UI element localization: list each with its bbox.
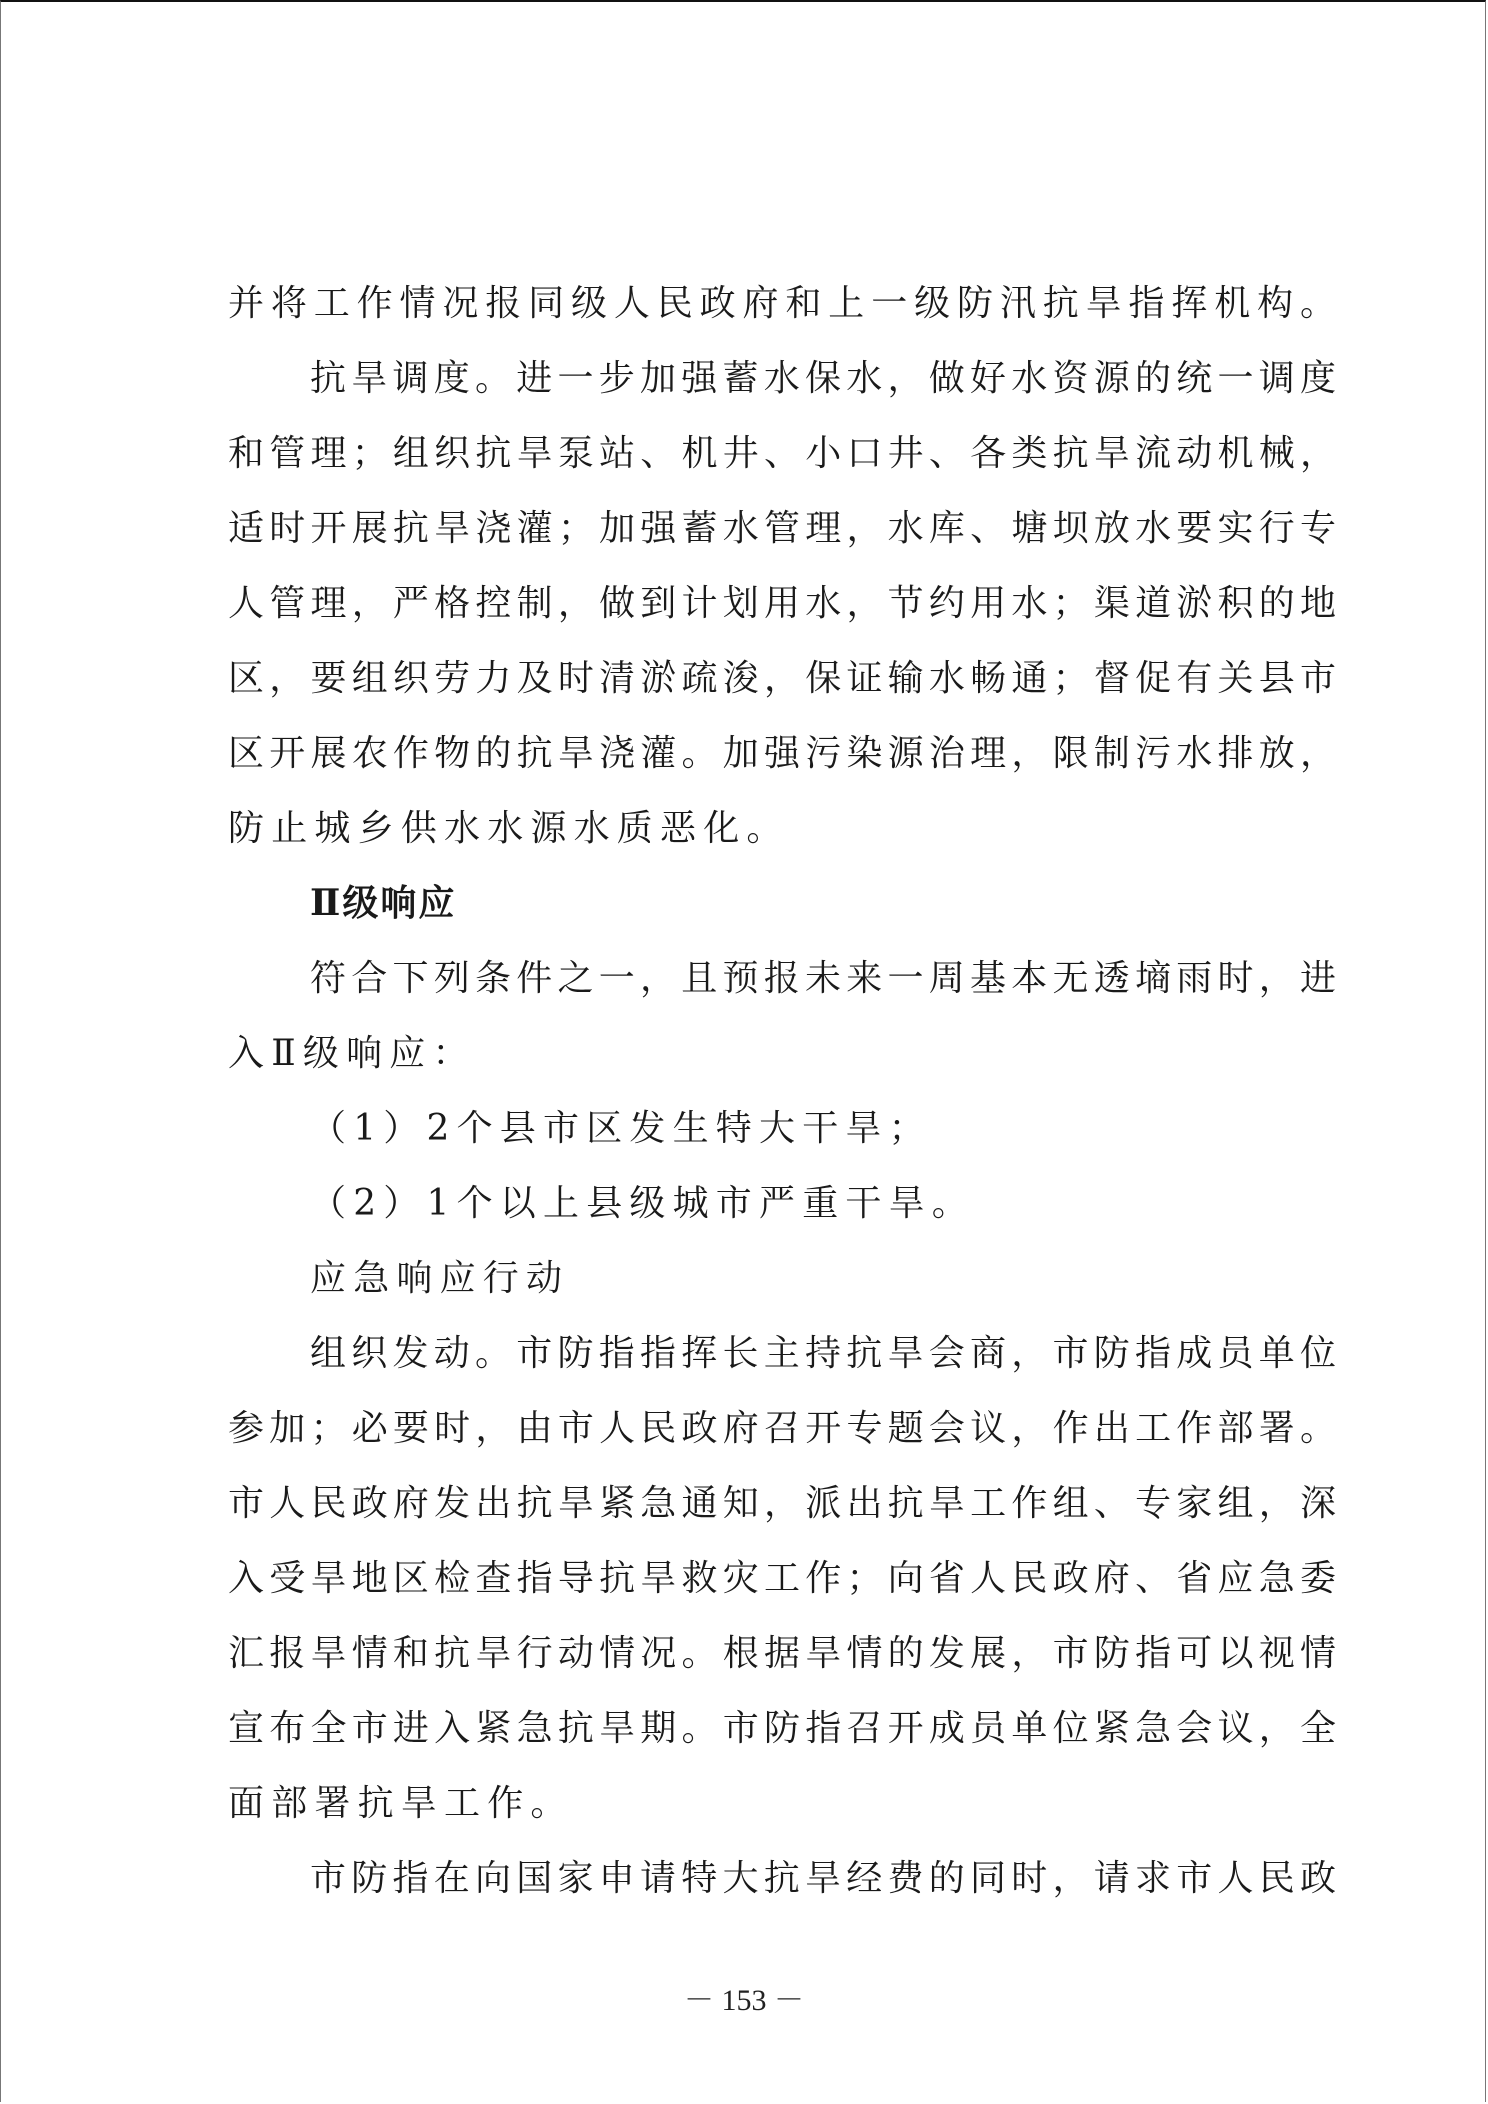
body-line: 市防指在向国家申请特大抗旱经费的同时，请求市人民政 bbox=[310, 1858, 1336, 1899]
body-line: 汇报旱情和抗旱行动情况。根据旱情的发展，市防指可以视情 bbox=[228, 1633, 1336, 1674]
section-heading: Ⅱ级响应 bbox=[310, 882, 457, 924]
body-line: 和管理；组织抗旱泵站、机井、小口井、各类抗旱流动机械， bbox=[228, 433, 1336, 474]
list-item: （2）1个以上县级城市严重干旱。 bbox=[310, 1183, 976, 1224]
body-line: 参加；必要时，由市人民政府召开专题会议，作出工作部署。 bbox=[228, 1408, 1336, 1449]
body-line: 并将工作情况报同级人民政府和上一级防汛抗旱指挥机构。 bbox=[228, 283, 1336, 324]
subsection-heading: 应急响应行动 bbox=[310, 1258, 570, 1299]
body-line: 抗旱调度。进一步加强蓄水保水，做好水资源的统一调度 bbox=[310, 358, 1336, 399]
body-line: 符合下列条件之一，且预报未来一周基本无透墒雨时，进 bbox=[310, 958, 1336, 999]
list-item: （1）2个县市区发生特大干旱； bbox=[310, 1108, 932, 1149]
document-body bbox=[228, 266, 1336, 1916]
body-line: 入Ⅱ级响应： bbox=[228, 1033, 476, 1074]
body-line: 宣布全市进入紧急抗旱期。市防指召开成员单位紧急会议，全 bbox=[228, 1708, 1336, 1749]
body-line: 区，要组织劳力及时清淤疏浚，保证输水畅通；督促有关县市 bbox=[228, 658, 1336, 699]
body-line: 适时开展抗旱浇灌；加强蓄水管理，水库、塘坝放水要实行专 bbox=[228, 508, 1336, 549]
body-line: 市人民政府发出抗旱紧急通知，派出抗旱工作组、专家组，深 bbox=[228, 1483, 1336, 1524]
body-line: 入受旱地区检查指导抗旱救灾工作；向省人民政府、省应急委 bbox=[228, 1558, 1336, 1599]
body-line: 面部署抗旱工作。 bbox=[228, 1783, 574, 1824]
body-line: 组织发动。市防指指挥长主持抗旱会商，市防指成员单位 bbox=[310, 1333, 1336, 1374]
body-line: 人管理，严格控制，做到计划用水，节约用水；渠道淤积的地 bbox=[228, 583, 1336, 624]
body-line: 区开展农作物的抗旱浇灌。加强污染源治理，限制污水排放， bbox=[228, 733, 1336, 774]
page-number: － 153 － bbox=[684, 1984, 804, 2017]
body-line: 防止城乡供水水源水质恶化。 bbox=[228, 808, 790, 849]
